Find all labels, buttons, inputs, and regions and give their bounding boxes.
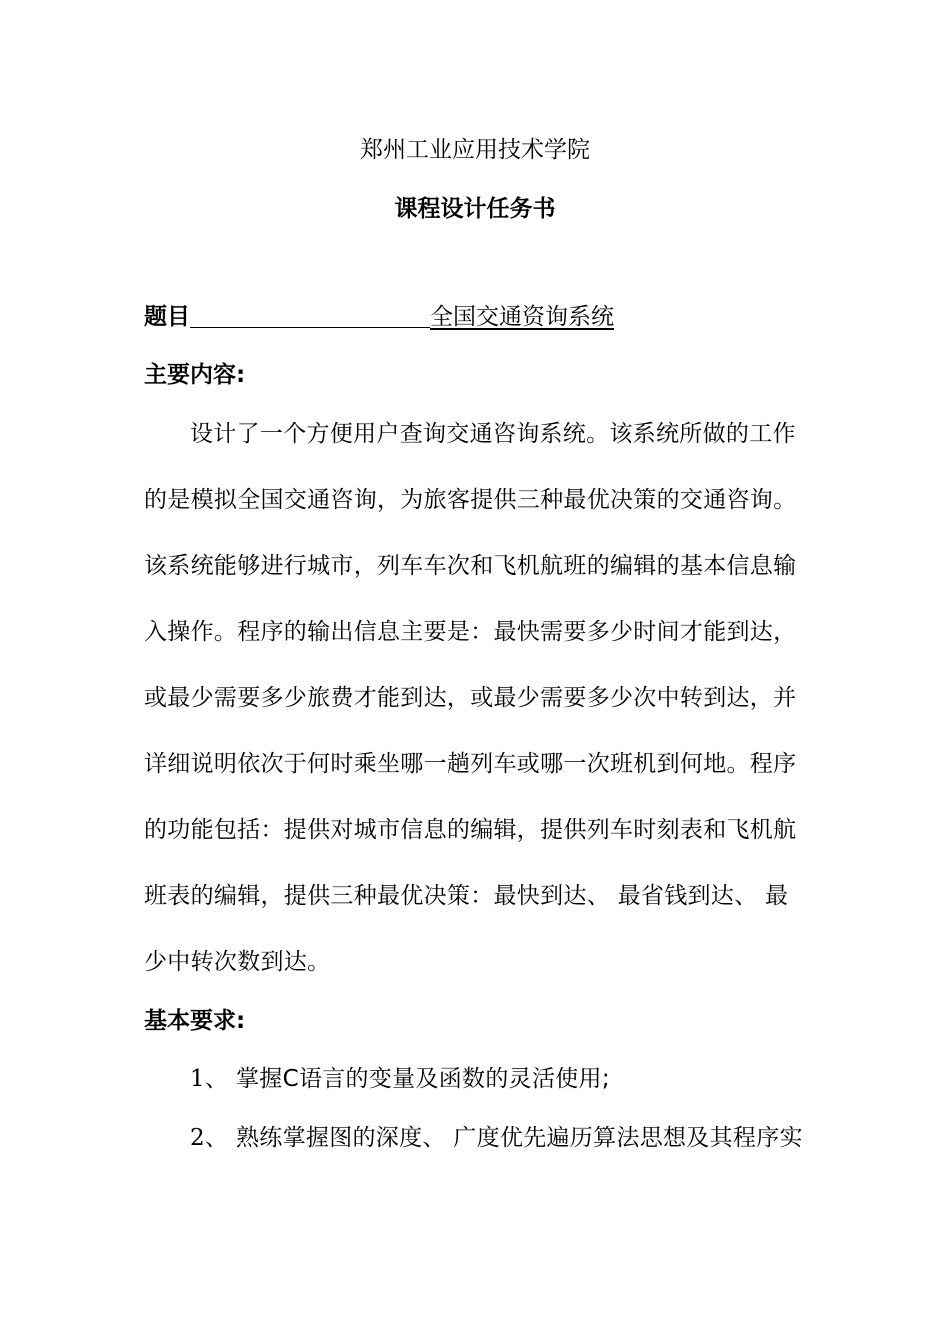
- topic-underline: [190, 305, 430, 328]
- requirement-item: [190, 1064, 610, 1094]
- content-line: 班表的编辑，提供三种最优决策：最快到达、 最省钱到达、 最: [144, 883, 789, 909]
- document-title: 课程设计任务书: [394, 196, 556, 222]
- content-line: 设计了一个方便用户查询交通咨询系统。该系统所做的工作: [190, 421, 796, 447]
- school-name: 郑州工业应用技术学院: [360, 137, 590, 163]
- requirement-number: 2、: [190, 1125, 229, 1151]
- content-line: 或最少需要多少旅费才能到达，或最少需要多少次中转到达，并: [144, 685, 797, 711]
- requirements-heading: 基本要求:: [144, 1008, 246, 1034]
- requirement-number: 1、: [190, 1066, 229, 1092]
- requirement-text: 熟练掌握图的深度、 广度优先遍历算法思想及其程序实: [236, 1125, 803, 1151]
- requirement-text: 掌握C语言的变量及函数的灵活使用;: [236, 1066, 610, 1092]
- requirement-item: [190, 1123, 803, 1153]
- content-heading: 主要内容:: [144, 362, 246, 388]
- content-line: 入操作。程序的输出信息主要是：最快需要多少时间才能到达，: [144, 619, 797, 645]
- content-line: 详细说明依次于何时乘坐哪一趟列车或哪一次班机到何地。程序: [144, 751, 797, 777]
- content-line: 的是模拟全国交通咨询，为旅客提供三种最优决策的交通咨询。: [144, 487, 797, 513]
- content-line: 的功能包括：提供对城市信息的编辑，提供列车时刻表和飞机航: [144, 817, 797, 843]
- topic-row: [144, 302, 614, 332]
- content-line: 该系统能够进行城市，列车车次和飞机航班的编辑的基本信息输: [144, 553, 797, 579]
- topic-value: 全国交通资询系统: [430, 304, 614, 330]
- content-line: 少中转次数到达。: [144, 949, 331, 975]
- topic-label: 题目: [144, 304, 190, 330]
